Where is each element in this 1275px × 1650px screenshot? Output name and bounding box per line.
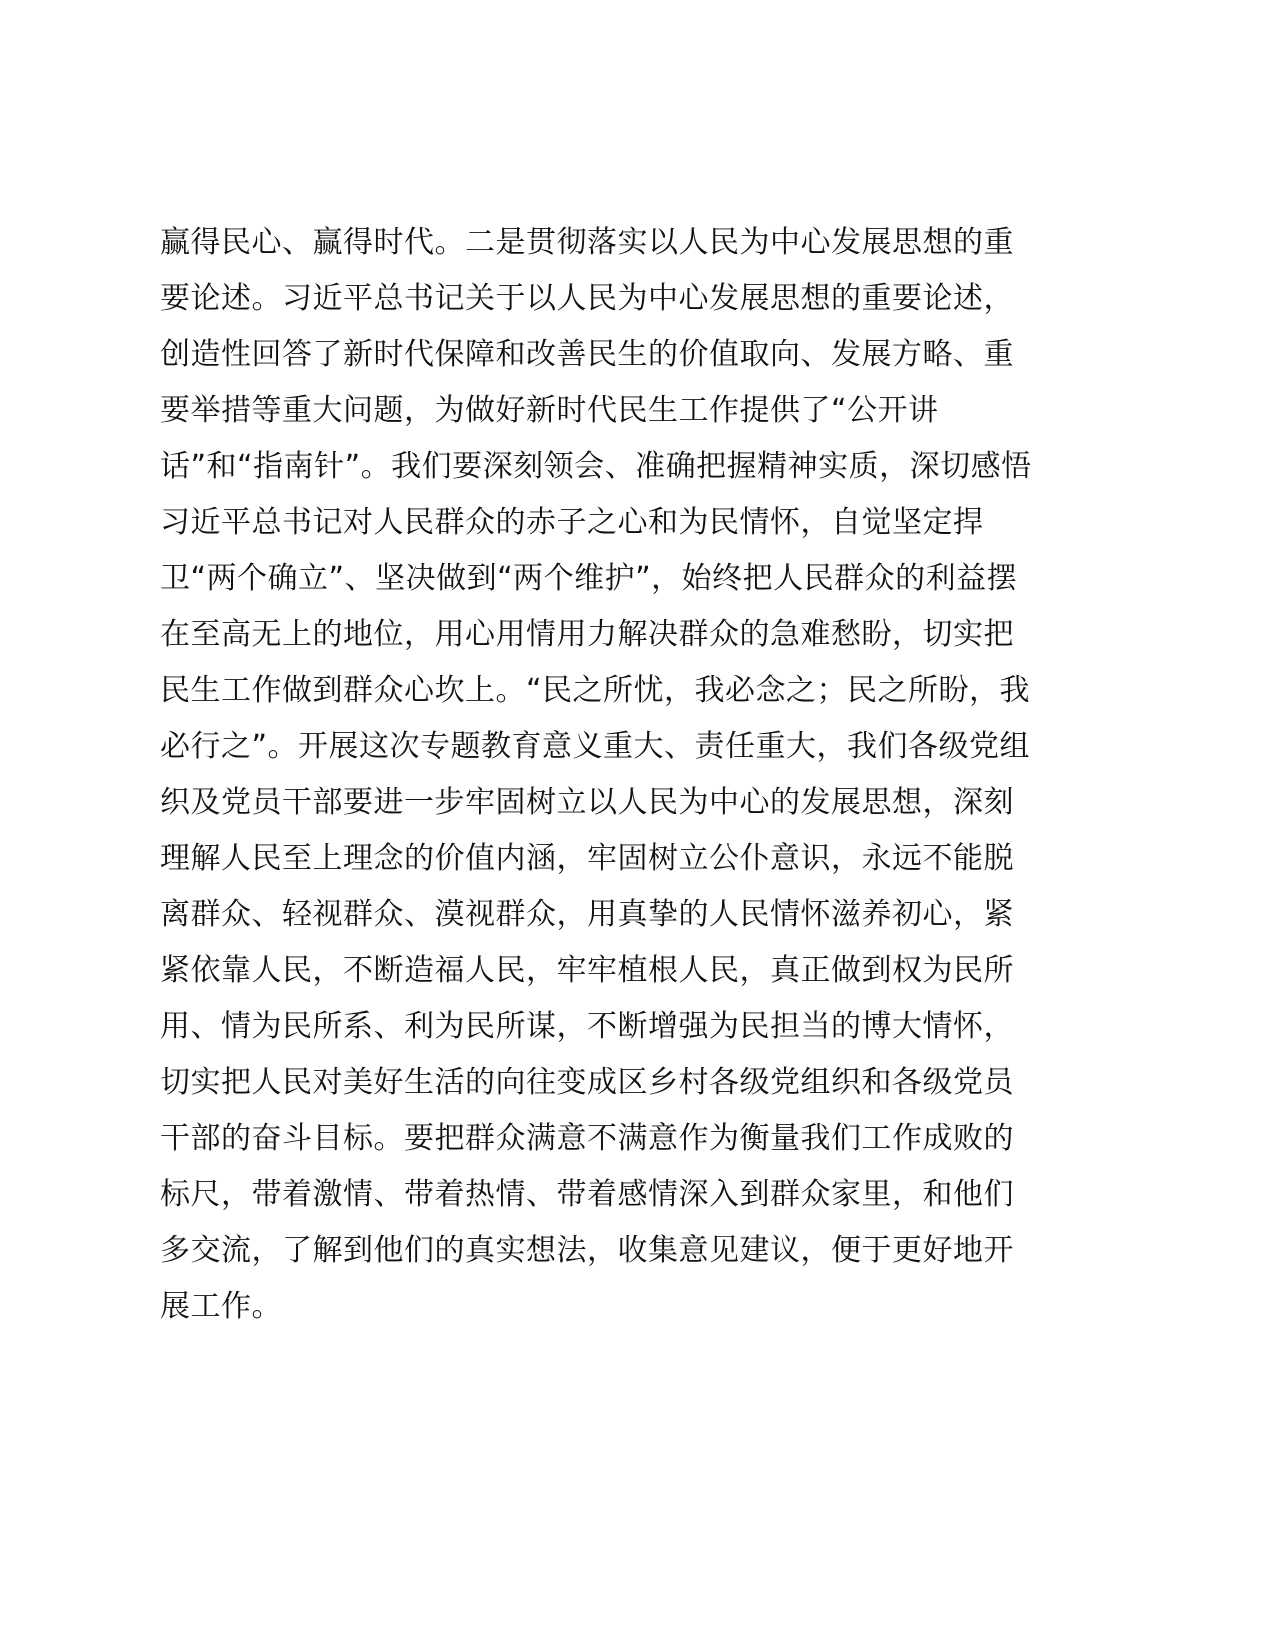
paragraph-line: 民生工作做到群众心坎上。“民之所忧，我必念之；民之所盼，我 bbox=[160, 673, 1031, 708]
paragraph-line: 话”和“指南针”。我们要深刻领会、准确把握精神实质，深切感悟 bbox=[160, 449, 1032, 484]
paragraph-line: 创造性回答了新时代保障和改善民生的价值取向、发展方略、重 bbox=[160, 337, 1014, 372]
paragraph-line: 织及党员干部要进一步牢固树立以人民为中心的发展思想，深刻 bbox=[160, 785, 1014, 820]
paragraph-line: 离群众、轻视群众、漠视群众，用真挚的人民情怀滋养初心，紧 bbox=[160, 897, 1014, 932]
paragraph-line: 用、情为民所系、利为民所谋，不断增强为民担当的博大情怀， bbox=[160, 1009, 1014, 1044]
paragraph-line: 标尺，带着激情、带着热情、带着感情深入到群众家里，和他们 bbox=[160, 1177, 1014, 1212]
paragraph-line: 紧依靠人民，不断造福人民，牢牢植根人民，真正做到权为民所 bbox=[160, 953, 1014, 988]
paragraph-line: 多交流，了解到他们的真实想法，收集意见建议，便于更好地开 bbox=[160, 1233, 1014, 1268]
paragraph-line: 要论述。习近平总书记关于以人民为中心发展思想的重要论述， bbox=[160, 281, 1014, 316]
paragraph-line: 必行之”。开展这次专题教育意义重大、责任重大，我们各级党组 bbox=[160, 729, 1031, 764]
paragraph-line: 干部的奋斗目标。要把群众满意不满意作为衡量我们工作成败的 bbox=[160, 1121, 1014, 1156]
paragraph-line: 展工作。 bbox=[160, 1289, 282, 1324]
paragraph-line: 卫“两个确立”、坚决做到“两个维护”，始终把人民群众的利益摆 bbox=[160, 561, 1018, 596]
body-paragraph bbox=[160, 215, 1120, 1335]
paragraph-line: 要举措等重大问题，为做好新时代民生工作提供了“公开讲 bbox=[160, 393, 939, 428]
paragraph-line: 理解人民至上理念的价值内涵，牢固树立公仆意识，永远不能脱 bbox=[160, 841, 1014, 876]
paragraph-line: 赢得民心、赢得时代。二是贯彻落实以人民为中心发展思想的重 bbox=[160, 225, 1014, 260]
paragraph-line: 切实把人民对美好生活的向往变成区乡村各级党组织和各级党员 bbox=[160, 1065, 1014, 1100]
paragraph-line: 在至高无上的地位，用心用情用力解决群众的急难愁盼，切实把 bbox=[160, 617, 1014, 652]
paragraph-line: 习近平总书记对人民群众的赤子之心和为民情怀，自觉坚定捍 bbox=[160, 505, 984, 540]
